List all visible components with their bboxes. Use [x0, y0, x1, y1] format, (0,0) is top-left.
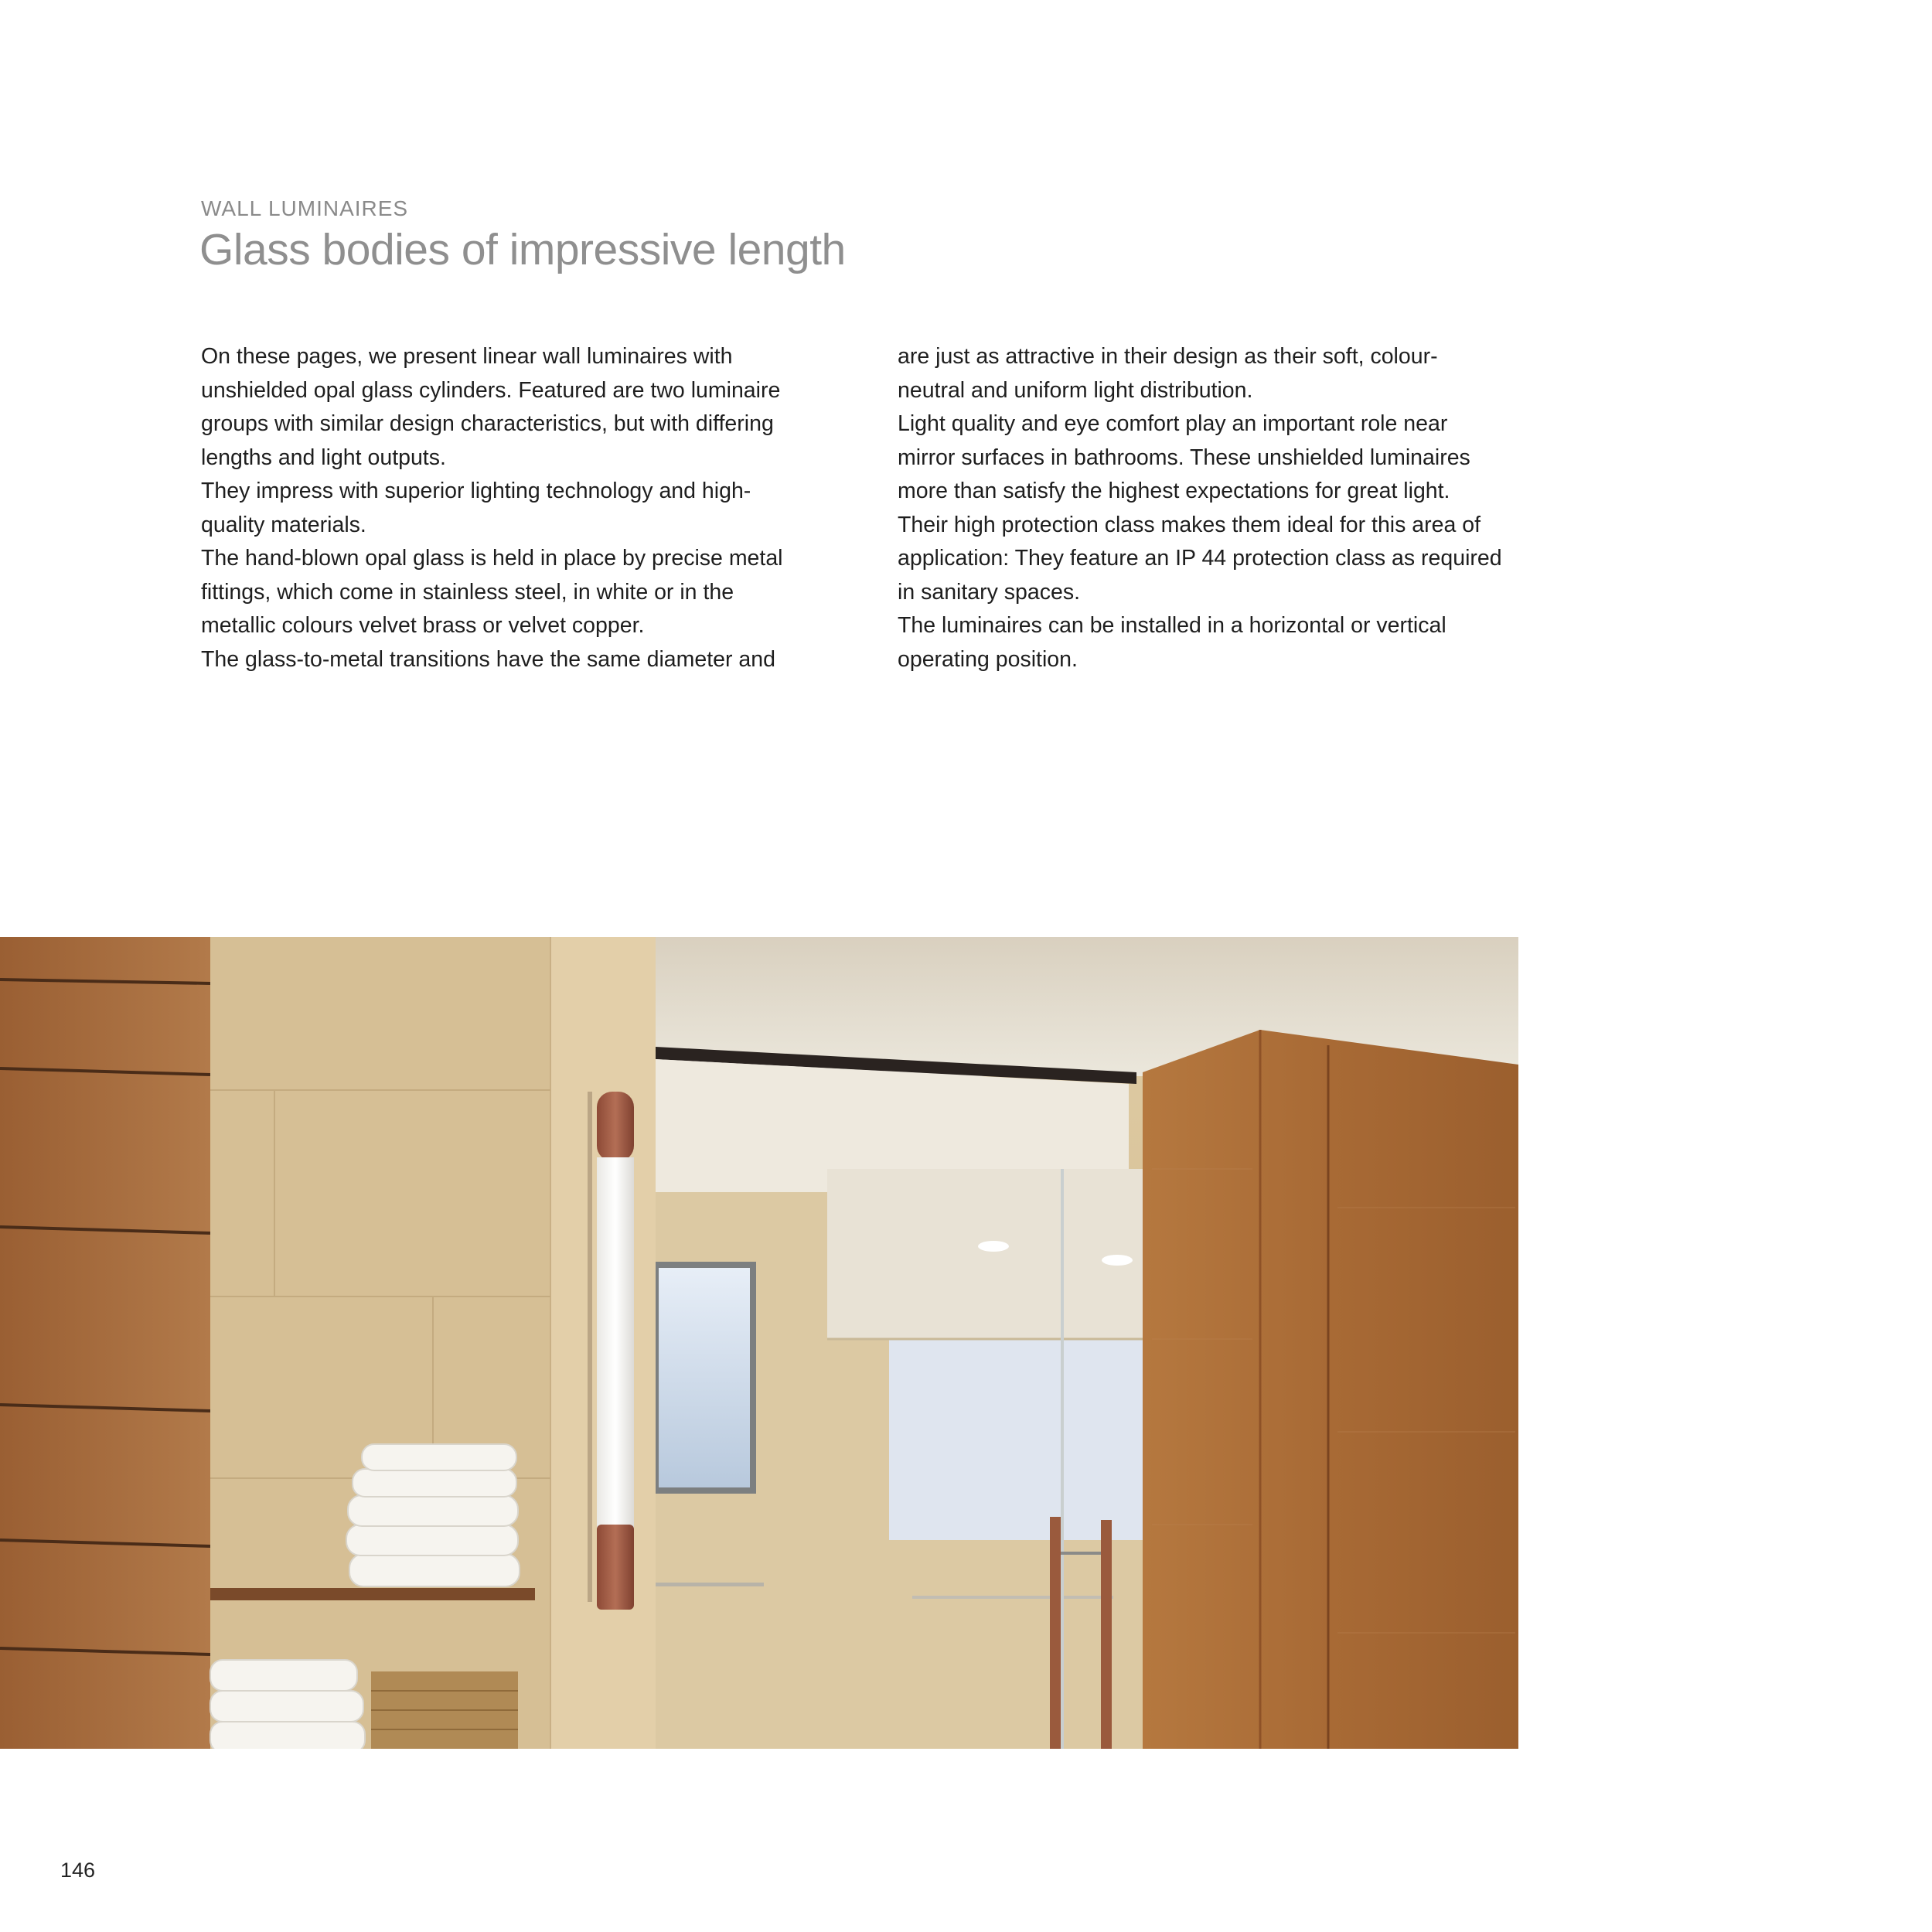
- text-line: in sanitary spaces.: [898, 579, 1081, 605]
- text-line: metallic colours velvet brass or velvet copper.: [201, 613, 645, 638]
- text-line: On these pages, we present linear wall luminaires with: [201, 344, 733, 369]
- text-line: groups with similar design characteristics, but with differing: [201, 411, 774, 436]
- body-text-left-column: [201, 340, 827, 676]
- luminaire-bottom-fitting: [597, 1525, 634, 1610]
- text-line: mirror surfaces in bathrooms. These unshielded luminaires: [898, 445, 1470, 470]
- text-line: unshielded opal glass cylinders. Featured are two luminaire: [201, 377, 781, 403]
- text-line: more than satisfy the highest expectations for great light.: [898, 479, 1450, 503]
- text-line: The glass-to-metal transitions have the same diameter and: [201, 646, 775, 672]
- text-line: Light quality and eye comfort play an important role near: [898, 411, 1448, 436]
- text-line: operating position.: [898, 646, 1078, 672]
- luminaire-glass: [597, 1157, 634, 1528]
- text-line: lengths and light outputs.: [201, 445, 446, 470]
- text-line: neutral and uniform light distribution.: [898, 377, 1253, 403]
- body-text-right-column: [898, 340, 1539, 676]
- text-line: application: They feature an IP 44 protection class as required: [898, 546, 1502, 571]
- page-title: Glass bodies of impressive length: [199, 225, 846, 274]
- text-line: are just as attractive in their design as their soft, colour-: [898, 344, 1438, 369]
- text-line: Their high protection class makes them ideal for this area of: [898, 512, 1481, 537]
- text-line: The hand-blown opal glass is held in place by precise metal: [201, 546, 783, 571]
- text-line: They impress with superior lighting technology and high-: [201, 479, 751, 503]
- luminaire-top-fitting: [597, 1092, 634, 1161]
- section-kicker: WALL LUMINAIRES: [201, 196, 409, 220]
- text-line: The luminaires can be installed in a horizontal or vertical: [898, 613, 1446, 638]
- bathroom-photo: [0, 937, 1518, 1749]
- text-line: fittings, which come in stainless steel, in white or in the: [201, 579, 734, 605]
- page-number: 146: [60, 1859, 96, 1882]
- text-line: quality materials.: [201, 512, 366, 537]
